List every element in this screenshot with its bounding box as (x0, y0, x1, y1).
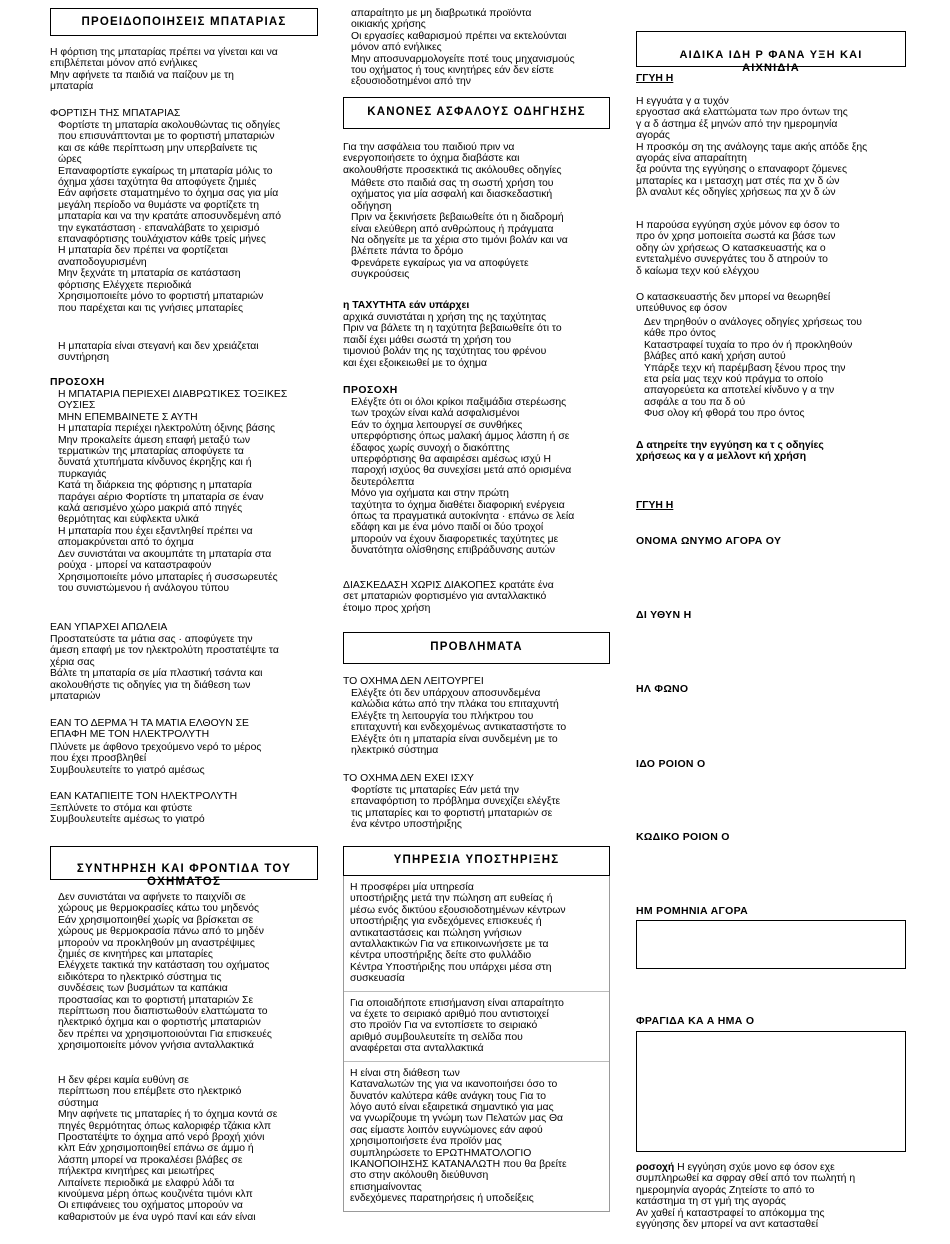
problem-1-body: Ελέγξτε ότι δεν υπάρχουν αποσυνδεμένα καλώδια κάτω από την πλάκα του επιταχυντή Ελέγξτε τη λειτουργία του πλήκτρου του επιταχυντή και ενδεχομένως αντικαταστήστε το Ελέγξτε ότι η μπαταρία είναι συνδεμένη με το ηλεκτρικό σύστημα (351, 688, 567, 757)
support-section-2 (344, 992, 609, 1062)
safe-driving-title: ΚΑΝΟΝΕΣ ΑΣΦΑΛΟΥΣ ΟΔΗΓΗΣΗΣ (367, 106, 586, 118)
safety-rules: Μάθετε στο παιδιά σας τη σωστή χρήση του οχήματος για μία ασφαλή και διασκεδαστική οδήγηση Πριν να ξεκινήσετε βεβαιωθείτε ότι η διαδρομή είναι ελεύθερη από ανθρώπους ή πράγματα Να οδηγείτε με τα χέρια στο τιμόνι βολάν και να βλέπετε πάντα το δρόμο Φρενάρετε εγκαίρως για να αποφύγετε συγκρούσεις (351, 178, 568, 281)
maintenance-body: Δεν συνιστάται να αφήνετε το παιχνίδι σε χώρους με θερμοκρασίες κάτω του μηδενός Εάν χρησιμοποιηθεί χωρίς να βρίσκεται σε χώρους με θερμοκρασία πάνω από το μηδέν μπορούν να προκληθούν μη αναστρέψιμες ζημιές σε κινητήρες και μπαταρίες Ελέγχετε τακτικά την κατάσταση του οχήματος ειδικότερα το ηλεκτρικό σύστημα τις συνδέσεις των βυσμάτων τα καπάκια προστασίας και το φορτιστή μπαταριών Σε περίπτωση που διαπιστωθούν ελαττώματα το ηλεκτρικό όχημα και ο φορτιστής μπαταριών δεν πρέπει να χρησιμοποιούνται Για επισκευές χρησιμοποιείτε μόνον γνήσια ανταλλακτικά (58, 892, 272, 1052)
skin-contact-body: Πλύνετε με άφθονο τρεχούμενο νερό το μέρος που έχει προσβληθεί Συμβουλευτείτε το γιατρό αμέσως (50, 742, 262, 776)
phone-label: ΗΛ ΦΩΝΟ (636, 683, 689, 695)
problem-2-title: ΤΟ ΟΧΗΜΑ ΔΕΝ ΕΧΕΙ ΙΣΧΥ (343, 773, 474, 784)
problems-heading (343, 632, 610, 664)
final-note-label: ροσοχή (636, 1162, 675, 1173)
toys-heading (636, 31, 906, 74)
safety-intro: Για την ασφάλεια του παιδιού πριν να ενεργοποιήσετε το όχημα διαβάστε και ακολουθήστε προσεκτικά τις ακόλουθες οδηγίες (343, 142, 562, 176)
leak-title: ΕΑΝ ΥΠΑΡΧΕΙ ΑΠΩΛΕΙΑ (50, 622, 168, 633)
support-section-1 (344, 876, 609, 992)
swallow-title: ΕΑΝ ΚΑΤΑΠΙΕΙΤΕ ΤΟΝ ΗΛΕΚΤΡΟΛΥΤΗ (50, 791, 238, 802)
address-label: ΔΙ ΥΘΥΝ Η (636, 609, 692, 621)
maintenance-title: ΣΥΝΤΗΡΗΣΗ ΚΑΙ ΦΡΟΝΤΙΔΑ ΤΟΥ ΟΧΗΜΑΤΟΣ (76, 863, 292, 888)
support-heading (343, 846, 610, 876)
nonstop-note: ΔΙΑΣΚΕΔΑΣΗ ΧΩΡΙΣ ΔΙΑΚΟΠΕΣ κρατάτε ένα σετ μπαταριών φορτισμένο για ανταλλακτικό έτοιμο προς χρήση (343, 580, 554, 614)
caution-body-2: Ελέγξτε ότι οι όλοι κρίκοι παξιμάδια στερέωσης των τροχών είναι καλά ασφαλισμένοι Εάν το όχημα λειτουργεί σε συνθήκες υπερφόρτισης όπως μαλακή άμμος λάσπη ή σε έδαφος χωρίς συνοχή ο διακόπτης υπερφόρτισης θα αφαιρέσει αμέσως ισχύ Η παροχή ισχύος θα συνεχίσει μετά από ορισμένα δευτερόλεπτα Μόνο για οχήματα και στην πρώτη ταχύτητα το όχημα διαθέτει διαφορική ενέργεια όπως τα πραγματικά αυτοκίνητα · επάνω σε λεία εδάφη και με ένα μόνο παιδί οι δύο τροχοί μπορούν να έχουν διαφορετικές ταχύτητες με δυνατότητα ολίσθησης επιβράδυνσης αυτών (351, 397, 575, 557)
warranty-text-2: Η παρούσα εγγύηση σχύε μόνον εφ όσον το προ όν χρησ μοποιείτα σωστά κα βάσε των οδηγ ών χρήσεως Ο κατασκευαστής κα ο εντεταλμένο συνεργάτες του δ ατηρούν το δ καίωμα τεχν κού ελέγχου (636, 220, 840, 277)
warranty-limits-list: Δεν τηρηθούν ο ανάλογες οδηγίες χρήσεως του κάθε προ όντος Καταστραφεί τυχαία το προ όν ή προκληθούν βλάβες από κακή χρήση αυτού Υπάρξε τεχν κή παρέμβαση ξένου προς την ετα ρεία μας τεχν κού πράγμα το οποίο απαγορεύετα κα αποτελεί κίνδυνο γ α την ασφάλε α του πα δ ού Φυσ ολογ κή φθορά του προ όντος (644, 317, 862, 420)
support-text-1: Η προσφέρει μία υπηρεσία υποστήριξης μετά την πώληση απ ευθείας ή μέσω ενός δικτύου εξουσιοδοτημένων κέντρων υποστήριξης για ενδεχόμενες επισκευές ή αντικαταστάσεις και πώληση γνήσιων ανταλλακτικών Για να επικοινωνήσετε με τα κέντρα υποστήριξης δείτε στο φυλλάδιο Κέντρα Υποστήριξης που υπάρχει μέσα στη συσκευασία (350, 882, 566, 985)
charging-title: ΦΟΡΤΙΣΗ ΤΗΣ ΜΠΑΤΑΡΙΑΣ (50, 108, 181, 119)
problem-2-body: Φορτίστε τις μπαταρίες Εάν μετά την επαναφόρτιση το πρόβλημα συνεχίζει ελέγξτε τις μπαταρίες και το φορτιστή μπαταριών σε ένα κέντρο υποστήριξης (351, 785, 561, 831)
final-note (636, 1162, 855, 1230)
purchase-date-field (636, 920, 906, 969)
keep-warranty-note: Δ ατηρείτε την εγγύηση κα τ ς οδηγίες χρήσεως κα γ α μελλοντ κή χρήση (636, 440, 824, 463)
charging-body: Φορτίστε τη μπαταρία ακολουθώντας τις οδηγίες που επισυνάπτονται με το φορτιστή μπαταριών και σε κάθε περίπτωση μην υπερβαίνετε τις ώρες Επαναφορτίστε εγκαίρως τη μπαταρία μόλις το όχημα χάσει ταχύτητα θα αποφύγετε ζημιές Εάν αφήσετε σταματημένο το όχημα σας για μία μεγάλη περίοδο να θυμάστε να φορτίζετε τη μπαταρία και να την κρατάτε αποσυνδεμένη από την εγκατάσταση · επαναλάβατε το χειρισμό επαναφόρτισης τουλάχιστον κάθε τρείς μήνες Η μπαταρία δεν πρέπει να φορτίζεται αναποδογυρισμένη Μην ξεχνάτε τη μπαταρία σε κατάσταση φόρτισης Ελέγχετε περιοδικά Χρησιμοποιείτε μόνο το φορτιστή μπαταριών που παρέχεται και τις γνήσιες μπαταρίες (58, 120, 282, 314)
support-title: ΥΠΗΡΕΣΙΑ ΥΠΟΣΤΗΡΙΞΗΣ (393, 854, 560, 866)
toys-title: ΑΙΔΙΚΑ ΙΔΗ Ρ ΦΑΝΑ ΥΞΗ ΚΑΙ ΑΙΧΝΙΔΙΑ (679, 49, 863, 74)
product-code-label: ΚΩΔΙΚΟ ΡΟΙΟΝ Ο (636, 831, 730, 843)
purchase-date-label: ΗΜ ΡΟΜΗΝΙΑ ΑΓΟΡΑ (636, 905, 749, 917)
problem-1-title: ΤΟ ΟΧΗΜΑ ΔΕΝ ΛΕΙΤΟΥΡΓΕΙ (343, 676, 484, 687)
speed-body: αρχικά συνιστάται η χρήση της ης ταχύτητας Πριν να βάλετε τη η ταχύτητα βεβαιωθείτε ότι το παιδί έχει μάθει σωστά τη χρήση του τιμονιού βολάν της ης ταχύτητας του φρένου και έχει εξοικειωθεί με το όχημα (343, 312, 562, 369)
battery-intro: Η φόρτιση της μπαταρίας πρέπει να γίνεται και να επιβλέπεται μόνον από ενήλικες Μην αφήνετε τα παιδιά να παίζουν με τη μπαταρία (50, 47, 278, 93)
warranty-limits-intro: Ο κατασκευαστής δεν μπορεί να θεωρηθεί υπεύθυνος εφ όσον (636, 292, 831, 315)
problems-title: ΠΡΟΒΛΗΜΑΤΑ (430, 641, 523, 653)
battery-warnings-heading (50, 8, 318, 36)
warranty-text-1: Η εγγυάτα γ α τυχόν εργοστασ ακά ελαττώματα των προ όντων της γ α δ άστημα έξ μηνών από την ημερομηνία αγοράς Η προσκόμ ση της ανάλογης ταμε ακής απόδε ξης αγοράς είνα απαραίτητη ξα ρούντα της εγγύησης ο επαναφορτ ζόμενες μπαταρίες κα ι μετασχη ματ στές πα χν δ ών βλ αναλυτ κές οδηγίες χρήσεως πα χν δ ών (636, 96, 868, 199)
caution-title-2: ΠΡΟΣΟΧΗ (343, 385, 398, 396)
stamp-label: ΦΡΑΓΙΔΑ ΚΑ Α ΗΜΑ Ο (636, 1015, 755, 1027)
caution-body: Η ΜΠΑΤΑΡΙΑ ΠΕΡΙΕΧΕΙ ΔΙΑΒΡΩΤΙΚΕΣ ΤΟΞΙΚΕΣ ΟΥΣΙΕΣ ΜΗΝ ΕΠΕΜΒΑΙΝΕΤΕ Σ ΑΥΤΗ Η μπαταρία περιέχει ηλεκτρολύτη όξινης βάσης Μην προκαλείτε άμεση επαφή μεταξύ των τερματικών της μπαταρίας αποφύγετε τα δυνατά χτυπήματα κίνδυνος έκρηξης και ή πυρκαγιάς Κατά τη διάρκεια της φόρτισης η μπαταρία παράγει αέριο Φορτίστε τη μπαταρία σε έναν καλά αεrισμένο χώρο μακριά από πηγές θερμότητας και εύφλεκτα υλικά Η μπαταρία που έχει εξαντληθεί πρέπει να απομακρύνεται από το όχημα Δεν συνιστάται να ακουμπάτε τη μπαταρία στα ρούχα · μπορεί να καταστραφούν Χρησιμοποιείτε μόνο μπαταρίες ή συσσωρευτές του συνιστώμενου ή ανάλογου τύπου (58, 389, 288, 594)
stamp-field (636, 1031, 906, 1152)
maintenance-heading (50, 846, 318, 888)
caution-title: ΠΡΟΣΟΧΗ (50, 377, 105, 388)
maintenance-body-2: Η δεν φέρει καμία ευθύνη σε περίπτωση που επέμβετε στο ηλεκτρικό σύστημα Μην αφήνετε τις μπαταρίες ή το όχημα κοντά σε πηγές θερμότητας όπως καλοριφέρ τζάκια κλπ Προστατέψτε το όχημα από νερό βροχή χιόνι κλπ Εάν χρησιμοποιηθεί επάνω σε άμμο ή λάσπη μπορεί να προκαλέσει βλάβες σε πήλεκτρα κινητήρες και μειωτήρες Λιπαίνετε περιοδικά με ελαφρύ λάδι τα κινούμενα μέρη όπως κουζινέτα τιμόνι κλπ Οι επιφάνειες του οχήματος μπορούν να καθαριστούν με ένα υγρό πανί και εάν είναι (58, 1075, 278, 1223)
skin-contact-title: ΕΑΝ ΤΟ ΔΕΡΜΑ Ή ΤΑ ΜΑΤΙΑ ΕΛΘΟΥΝ ΣΕ ΕΠΑΦΗ ΜΕ ΤΟΝ ΗΛΕΚΤΡΟΛΥΤΗ (50, 718, 249, 741)
warranty-form-title: ΓΓΥΗ Η (636, 500, 674, 511)
final-note-body: Η εγγύηση σχύε μονο εφ όσον εχε συμπληρωθεί κα σφραγ σθεί από τον πωλητή η ημερομηνία αγοράς Ζητείστε το από το κατάστημα τη στ γμή της αγοράς Αν χαθεί ή καταστραφεί το απόκομμα της εγγύησης δεν μπορεί να αντ κατασταθεί (636, 1162, 856, 1231)
support-text-3: Η είναι στη διάθεση των Καταναλωτών της για να ικανοποιήσει όσο το δυνατόν καλύτερα κάθε ανάγκη τους Για το λόγο αυτό είναι εξαιρετικά σημαντικό για μας να γνωρίζουμε τη γνώμη των Πελατών μας Θα σας είμαστε λοιπόν ευγνώμονες εάν αφού χρησιμοποιήσετε ένα προϊόν μας συμπληρώσετε το ΕΡΩΤΗΜΑΤΟΛΟΓΙΟ ΙΚΑΝΟΠΟΙΗΣΗΣ ΚΑΤΑΝΑΛΩΤΗ που θα βρείτε στο στην ακόλουθη διεύθυνση επισημαίνοντας ενδεχόμενες παρατηρήσεις ή υποδείξεις (350, 1067, 567, 1205)
warranty-title: ΓΓΥΗ Η (636, 73, 674, 84)
leak-body: Προστατεύστε τα μάτια σας · αποφύγετε την άμεση επαφή με τον ηλεκτρολύτη προστατέψτε τα χέρια σας Βάλτε τη μπαταρία σε μία πλαστική τσάντα και ακολουθήστε τις οδηγίες για τη διάθεση των μπαταριών (50, 634, 279, 703)
swallow-body: Ξεπλύνετε το στόμα και φτύστε Συμβουλευτείτε αμέσως το γιατρό (50, 803, 205, 826)
support-text-2: Για οποιαδήποτε επισήμανση είναι απαραίτητο να έχετε το σειριακό αριθμό που αντιστοιχεί στο προϊόν Για να εντοπίσετε το σειριακό αριθμό συμβουλευτείτε τη σελίδα που αναφέρεται στα ανταλλακτικά (350, 997, 564, 1055)
buyer-name-label: ΟΝΟΜΑ ΩΝΥΜΟ ΑΓΟΡΑ ΟΥ (636, 535, 782, 547)
product-type-label: ΙΔΟ ΡΟΙΟΝ Ο (636, 758, 706, 770)
support-panel (343, 876, 610, 1212)
battery-sealed-note: Η μπαταρία είναι στεγανή και δεν χρειάζεται συντήρηση (58, 341, 259, 364)
support-section-3 (344, 1062, 609, 1211)
safe-driving-heading (343, 97, 610, 129)
speed-title: η ΤΑΧΥΤΗΤΑ εάν υπάρχει (343, 300, 470, 311)
cleaning-continued: απαραίτητο με μη διαβρωτικά προϊόντα οικιακής χρήσης Οι εργασίες καθαρισμού πρέπει να εκτελούνται μόνον από ενήλικες Μην αποσυναρμολογείτε ποτέ τους μηχανισμούς του οχήματος ή τους κινητήρες εάν δεν είστε εξουσιοδοτημένοι από την (351, 8, 575, 88)
battery-warnings-title: ΠΡΟΕΙΔΟΠΟΙΗΣΕΙΣ ΜΠΑΤΑΡΙΑΣ (81, 16, 287, 28)
